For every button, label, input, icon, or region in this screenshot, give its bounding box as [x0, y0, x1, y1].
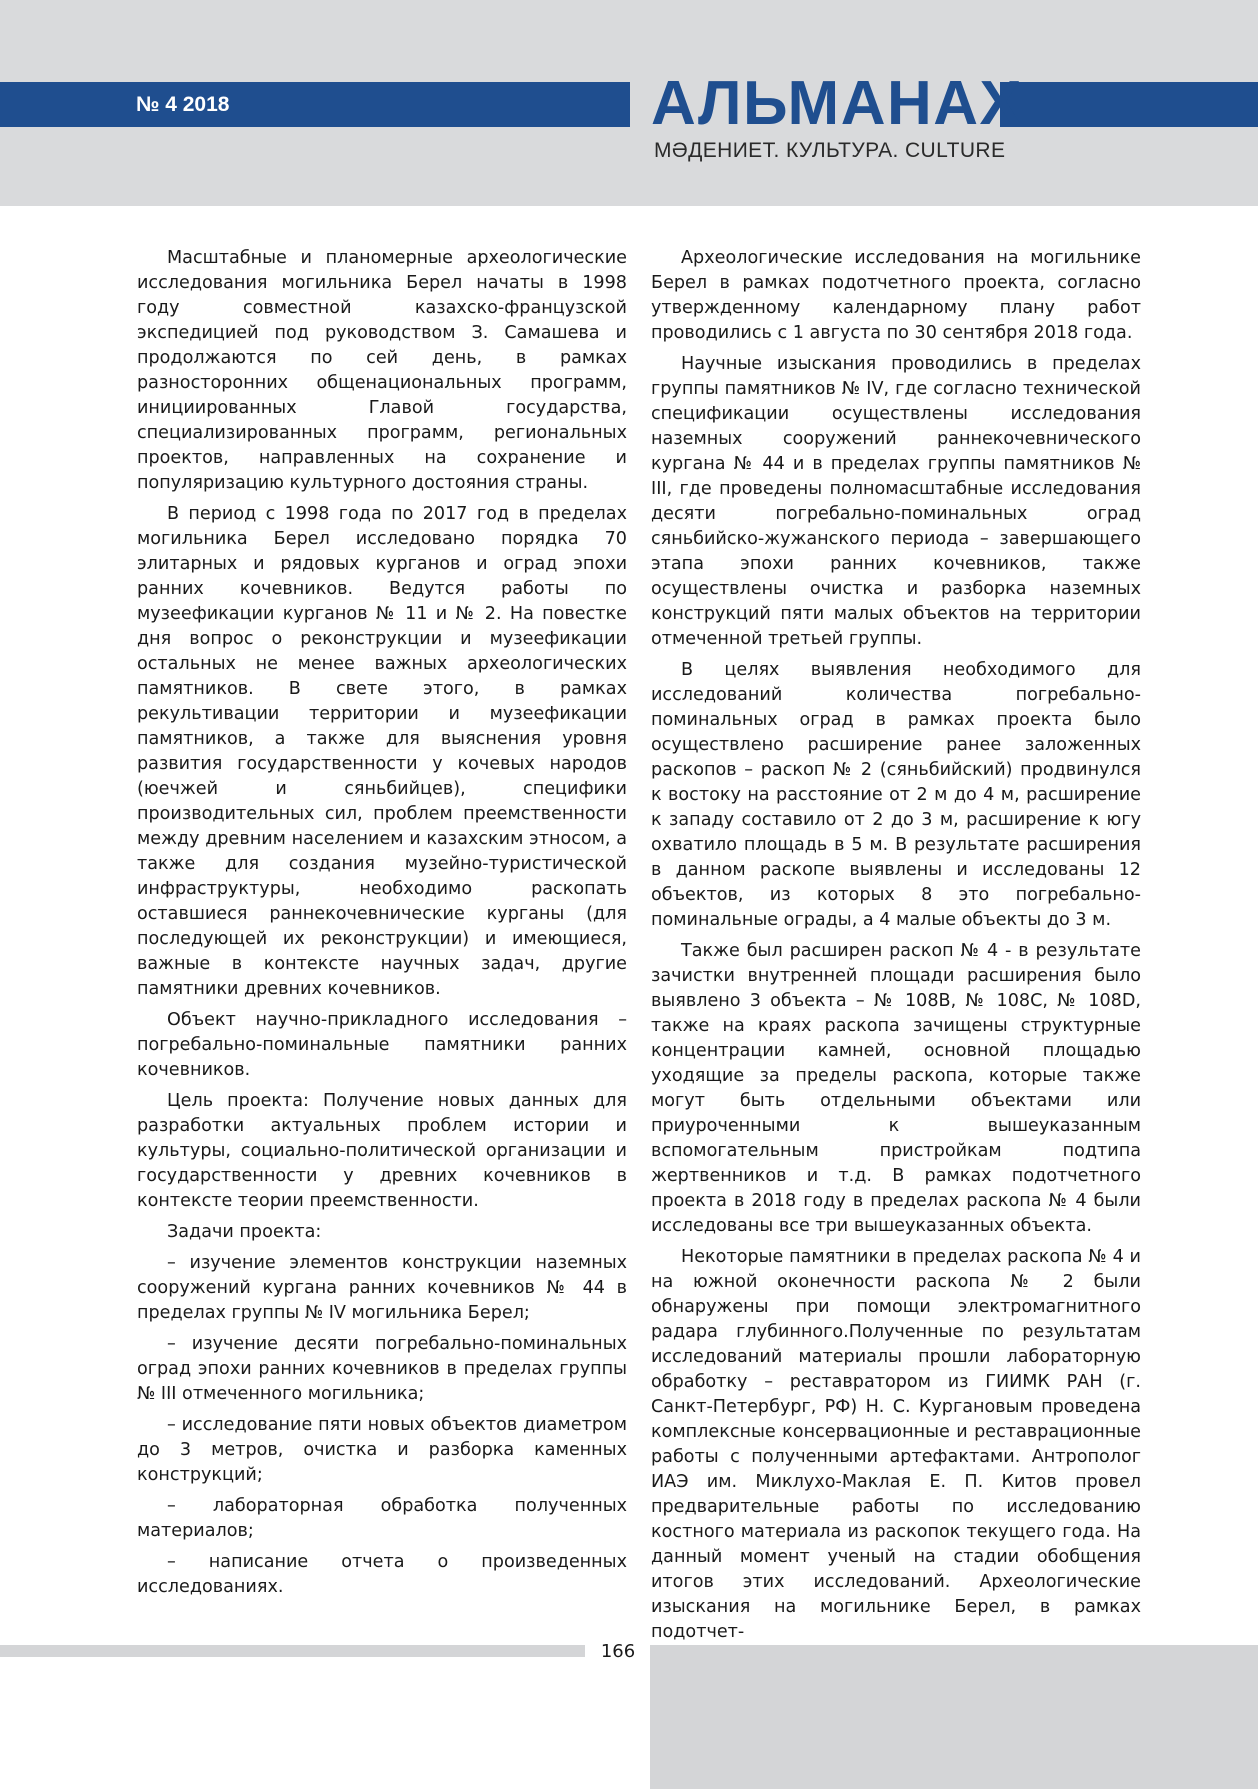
task-item: – изучение десяти погребально-поминальных оград эпохи ранних кочевников в пределах группы № III отмеченного могильника; [137, 1334, 627, 1404]
journal-subtitle: МӘДЕНИЕТ. КУЛЬТУРА. CULTURE [654, 139, 1006, 162]
paragraph: Археологические исследования на могильнике Берел в рамках подотчетного проекта, согласно утвержденному календарному плану работ проводились с 1 августа по 30 сентября 2018 года. [651, 248, 1141, 343]
journal-title: АЛЬМАНАХ [651, 69, 1023, 138]
paragraph: Масштабные и планомерные археологические исследования могильника Берел начаты в 1998 году совместной казахско-французской экспедицией под руководством З. Самашева и продолжаются по сей день, в рамках разносторонних общенациональных программ, инициированных Главой государства, специализированных программ, региональных проектов, направленных на сохранение и популяризацию культурного достояния страны. [137, 248, 627, 493]
paragraph: В период с 1998 года по 2017 год в пределах могильника Берел исследовано порядка 70 элитарных и рядовых курганов и оград эпохи ранних кочевников. Ведутся работы по музеефикации курганов № 11 и № 2. На повестке дня вопрос о реконструкции и музеефикации остальных не менее важных археологических памятников. В свете этого, в рамках рекультивации территории и музеефикации памятников, а также для выяснения уровня развития государственности у кочевых народов (юечжей и сяньбийцев), специфики производительных сил, проблем преемственности между древним населением и казахским этносом, а также для создания музейно-туристической инфраструктуры, необходимо раскопать оставшиеся раннекочевнические курганы (для последующей их реконструкции) и имеющиеся, важные в контексте научных задач, другие памятники древних кочевников. [137, 504, 627, 999]
task-item: – изучение элементов конструкции наземных сооружений кургана ранних кочевников № 44 в пределах группы № IV могильника Берел; [137, 1253, 627, 1323]
header-band-left [0, 82, 630, 127]
paragraph: Объект научно-прикладного исследования – погребально-поминальные памятники ранних кочевников. [137, 1010, 627, 1080]
task-item: – лабораторная обработка полученных материалов; [137, 1496, 627, 1541]
paragraph: В целях выявления необходимого для исследований количества погребально-поминальных оград в рамках проекта было осуществлено расширение ранее заложенных раскопов – раскоп № 2 (сяньбийский) продвинулся к востоку на расстояние от 2 м до 4 м, расширение к западу составило от 2 до 3 м, расширение к югу охватило площадь в 5 м. В результате расширения в данном раскопе выявлены и исследованы 12 объектов, из которых 8 это погребально-поминальные ограды, а 4 малые объекты до 3 м. [651, 660, 1141, 930]
paragraph: Научные изыскания проводились в пределах группы памятников № IV, где согласно технической спецификации осуществлены исследования наземных сооружений раннекочевнического кургана № 44 и в пределах группы памятников № III, где проведены полномасштабные исследования десяти погребально-поминальных оград сяньбийско-жужанского периода – завершающего этапа эпохи ранних кочевников, также осуществлены очистка и разборка наземных конструкций пяти малых объектов на территории отмеченной третьей группы. [651, 354, 1141, 649]
task-item: – исследование пяти новых объектов диаметром до 3 метров, очистка и разборка каменных конструкций; [137, 1415, 627, 1485]
page-number: 166 [600, 1641, 636, 1662]
paragraph: Цель проекта: Получение новых данных для разработки актуальных проблем истории и культуры, социально-политической организации и государственности у древних кочевников в контексте теории преемственности. [137, 1091, 627, 1211]
paragraph: Некоторые памятники в пределах раскопа № 4 и на южной оконечности раскопа № 2 были обнаружены при помощи электромагнитного радара глубинного.Полученные по результатам исследований материалы прошли лабораторную обработку – реставратором из ГИИМК РАН (г. Санкт-Петербург, РФ) Н. С. Кургановым проведена комплексные консервационные и реставрационные работы с полученными артефактами. Антрополог ИАЭ им. Миклухо-Маклая Е. П. Китов провел предварительные работы по исследованию костного материала из раскопок текущего года. На данный момент ученый на стадии обобщения итогов этих исследований. Археологические изыскания на могильнике Берел, в рамках подотчет- [651, 1247, 1141, 1642]
paragraph: Также был расширен раскоп № 4 - в результате зачистки внутренней площади расширения было выявлено 3 объекта – № 108B, № 108C, № 108D, также на краях раскопа зачищены структурные концентрации камней, основной площадью уходящие за пределы раскопа, которые также могут быть отдельными объектами или приуроченными к вышеуказанным вспомогательным пристройкам подтипа жертвенников и т.д. В рамках подотчетного проекта в 2018 году в пределах раскопа № 4 были исследованы все три вышеуказанных объекта. [651, 941, 1141, 1236]
left-column [137, 246, 627, 1606]
right-column [651, 246, 1141, 1651]
issue-number: № 4 2018 [136, 93, 230, 116]
task-item: – написание отчета о произведенных исследованиях. [137, 1552, 627, 1597]
header-band-right [1000, 82, 1258, 127]
page-header [0, 0, 1258, 206]
footer-block-right [650, 1645, 1258, 1789]
paragraph: Задачи проекта: [167, 1222, 322, 1242]
footer-bar-left [0, 1645, 585, 1657]
